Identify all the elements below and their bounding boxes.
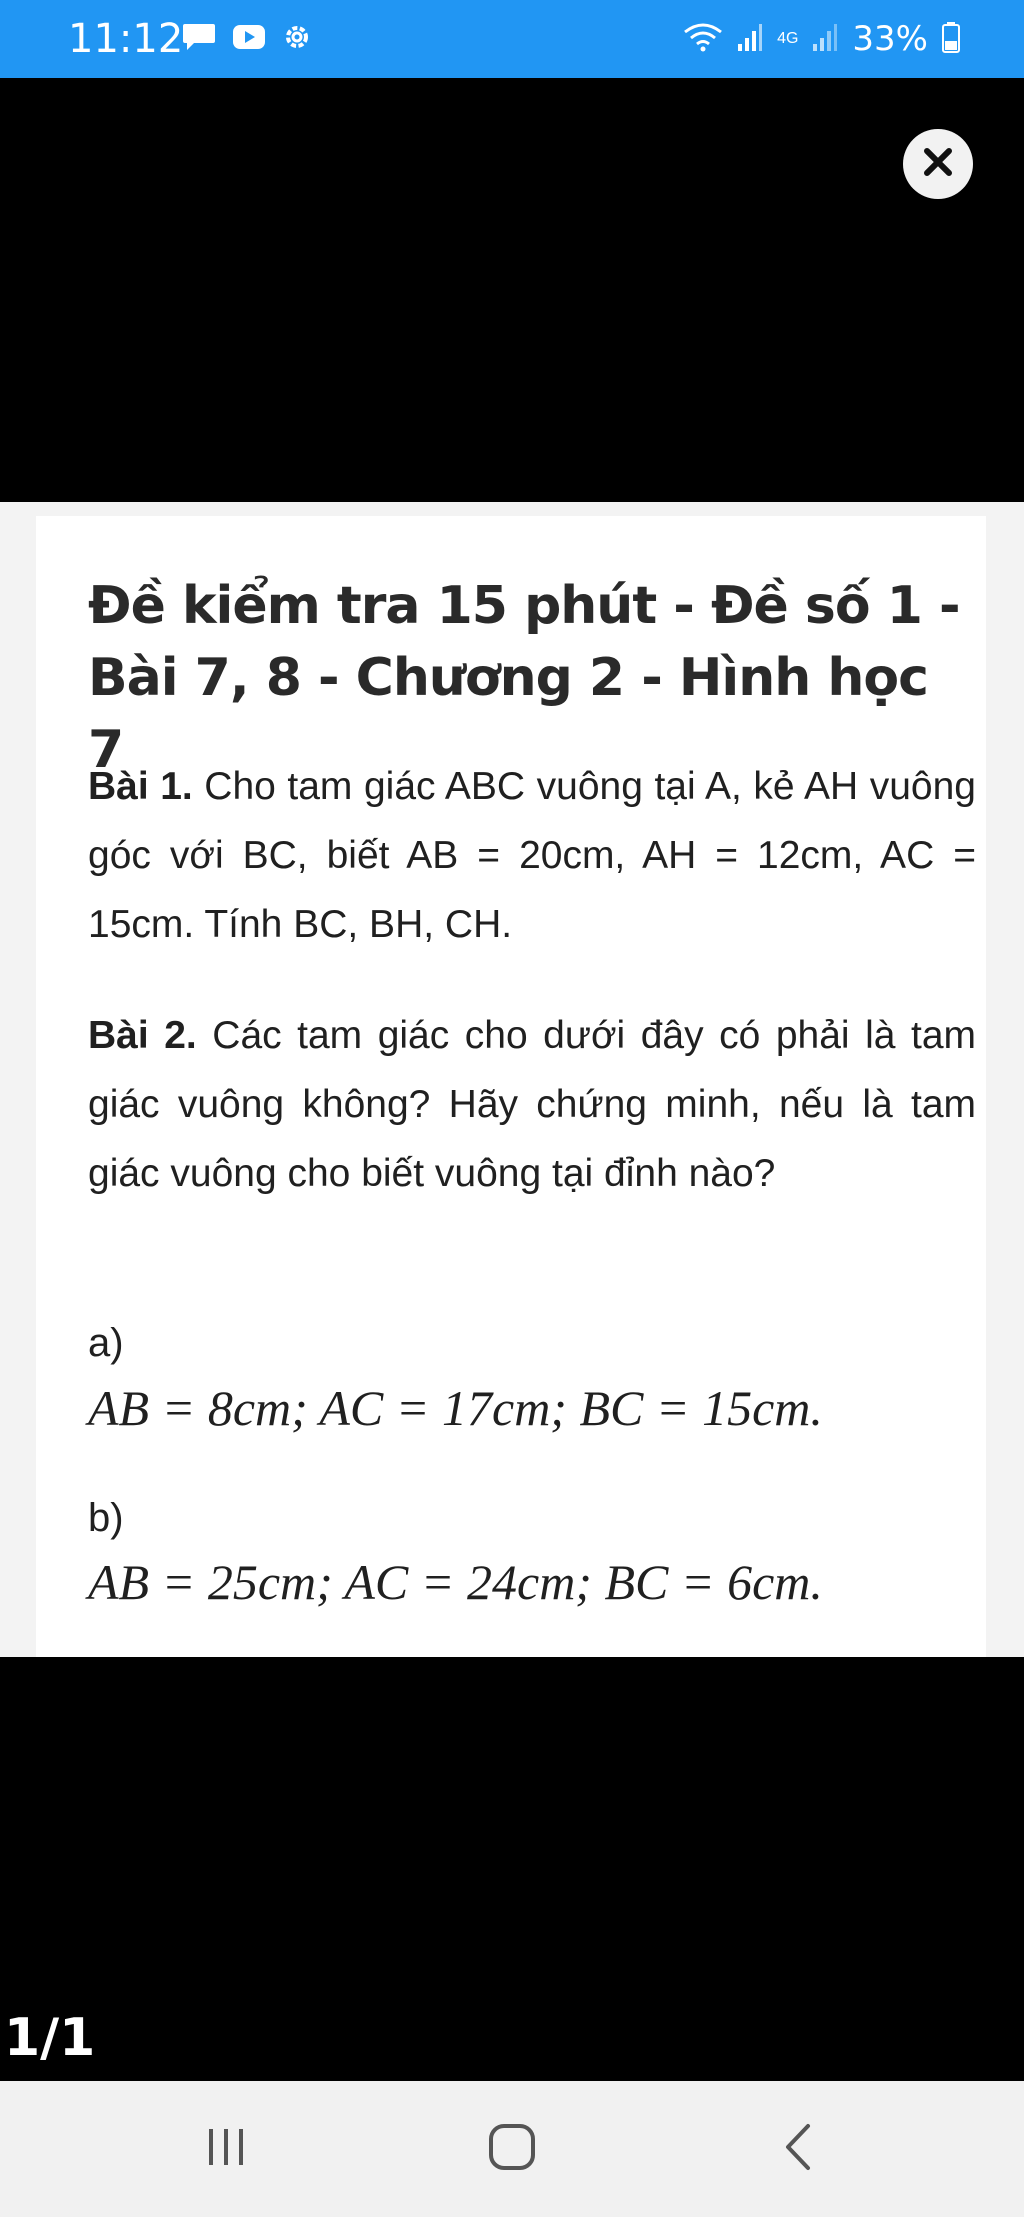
back-icon	[778, 2122, 818, 2177]
wifi-icon	[683, 22, 723, 57]
chat-icon	[182, 22, 216, 57]
problem-2-label: Bài 2.	[88, 1014, 197, 1057]
part-b-formula: AB = 25cm; AC = 24cm; BC = 6cm.	[88, 1554, 823, 1610]
close-icon	[920, 144, 956, 185]
system-status-icons	[683, 16, 960, 62]
close-button[interactable]	[903, 129, 973, 199]
network-type-label: 4G	[777, 30, 799, 47]
status-bar	[0, 0, 1024, 78]
problem-1-text: Cho tam giác ABC vuông tại A, kẻ AH vuông góc với BC, biết AB = 20cm, AH = 12cm, AC = 15cm. Tính BC, BH, CH.	[88, 765, 976, 946]
title-line-2: Bài 7, 8 - Chương 2 - Hình học 7	[88, 648, 928, 780]
title-line-1: Đề kiểm tra 15 phút - Đề số 1 -	[88, 576, 960, 636]
signal-icon-2	[812, 22, 838, 57]
part-b-label: b)	[88, 1496, 124, 1540]
page-counter: 1/1	[4, 2008, 96, 2068]
problem-1	[88, 752, 976, 959]
home-icon	[487, 2122, 537, 2177]
problem-2-text: Các tam giác cho dưới đây có phải là tam giác vuông không? Hãy chứng minh, nếu là tam giác vuông cho biết vuông tại đỉnh nào?	[88, 1014, 976, 1195]
problem-2	[88, 1001, 976, 1208]
viewer-bottom-area	[0, 1657, 1024, 2081]
home-button[interactable]	[432, 2081, 592, 2217]
back-button[interactable]	[718, 2081, 878, 2217]
signal-icon	[737, 22, 763, 57]
status-time: 11:12	[68, 16, 184, 62]
notification-icons	[182, 22, 312, 57]
youtube-icon	[232, 23, 266, 56]
image-viewer[interactable]	[0, 502, 1024, 1657]
battery-icon	[942, 21, 960, 58]
recent-apps-button[interactable]	[146, 2081, 306, 2217]
viewer-top-area	[0, 78, 1024, 502]
battery-percent: 33%	[852, 19, 928, 59]
document-image	[36, 516, 986, 1657]
settings-icon	[282, 22, 312, 57]
navigation-bar	[0, 2081, 1024, 2217]
part-a-formula: AB = 8cm; AC = 17cm; BC = 15cm.	[88, 1380, 823, 1436]
recent-apps-icon	[203, 2127, 249, 2172]
part-a-label: a)	[88, 1321, 124, 1365]
problem-1-label: Bài 1.	[88, 765, 193, 808]
